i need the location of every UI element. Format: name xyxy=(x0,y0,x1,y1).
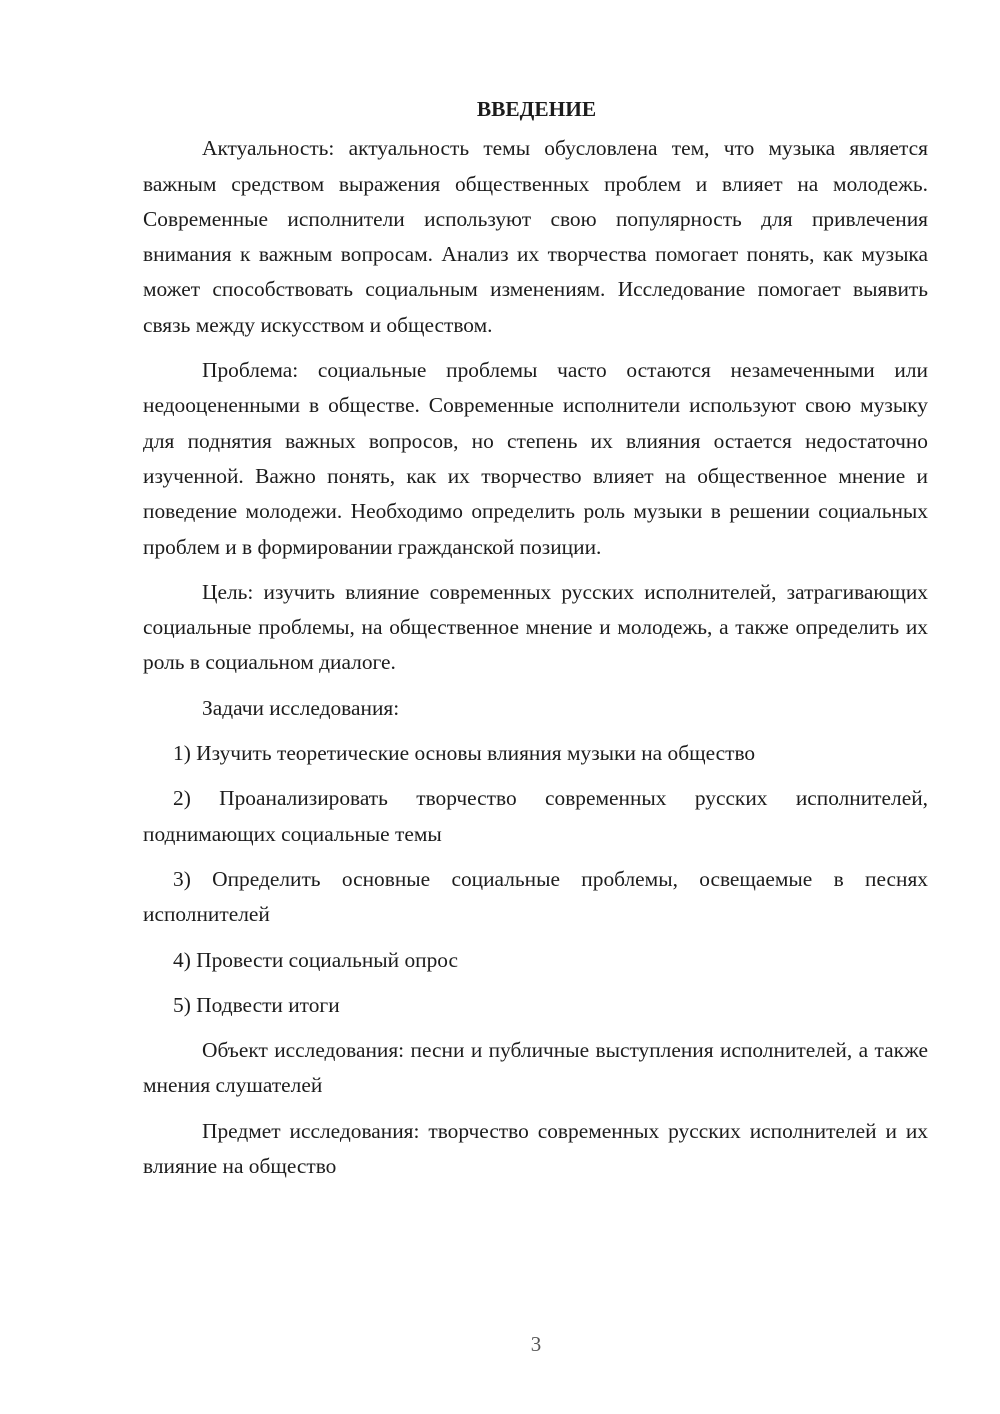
object-paragraph: Объект исследования: песни и публичные выступления исполнителей, а также мнения слушателей xyxy=(143,1038,928,1098)
subject-paragraph: Предмет исследования: творчество современных русских исполнителей и их влияние на общество xyxy=(143,1118,928,1179)
relevance-paragraph: Актуальность: актуальность темы обусловлена тем, что музыка является важным средством выражения общественных проблем и влияет на молодежь. Современные исполнители используют свою популярность для привлечения внимания к важным вопросам. Анализ их творчества помогает понять, как музыка может способствовать социальным изменениям. Исследование помогает выявить связь между искусством и обществом. xyxy=(143,136,928,337)
task-item: 2) Проанализировать творчество современных русских исполнителей, поднимающих социальные темы xyxy=(143,786,928,846)
tasks-heading: Задачи исследования: xyxy=(202,695,400,720)
goal-paragraph: Цель: изучить влияние современных русских исполнителей, затрагивающих социальные проблемы, на общественное мнение и молодежь, а также определить их роль в социальном диалоге. xyxy=(143,579,928,675)
task-item: 5) Подвести итоги xyxy=(173,992,340,1017)
task-item: 1) Изучить теоретические основы влияния музыки на общество xyxy=(173,741,756,766)
document-page xyxy=(143,92,928,1194)
task-item: 3) Определить основные социальные проблемы, освещаемые в песнях исполнителей xyxy=(143,866,928,927)
section-heading: ВВЕДЕНИЕ xyxy=(476,97,597,121)
task-item: 4) Провести социальный опрос xyxy=(173,947,459,972)
problem-paragraph: Проблема: социальные проблемы часто остаются незамеченными или недооцененными в обществе. Современные исполнители используют свою музыку для поднятия важных вопросов, но степень их влияния остается недостаточно изученной. Важно понять, как их творчество влияет на общественное мнение и поведение молодежи. Необходимо определить роль музыки в решении социальных проблем и в формировании гражданской позиции. xyxy=(143,358,928,559)
page-number: 3 xyxy=(530,1332,542,1356)
tasks-list xyxy=(143,736,928,1023)
